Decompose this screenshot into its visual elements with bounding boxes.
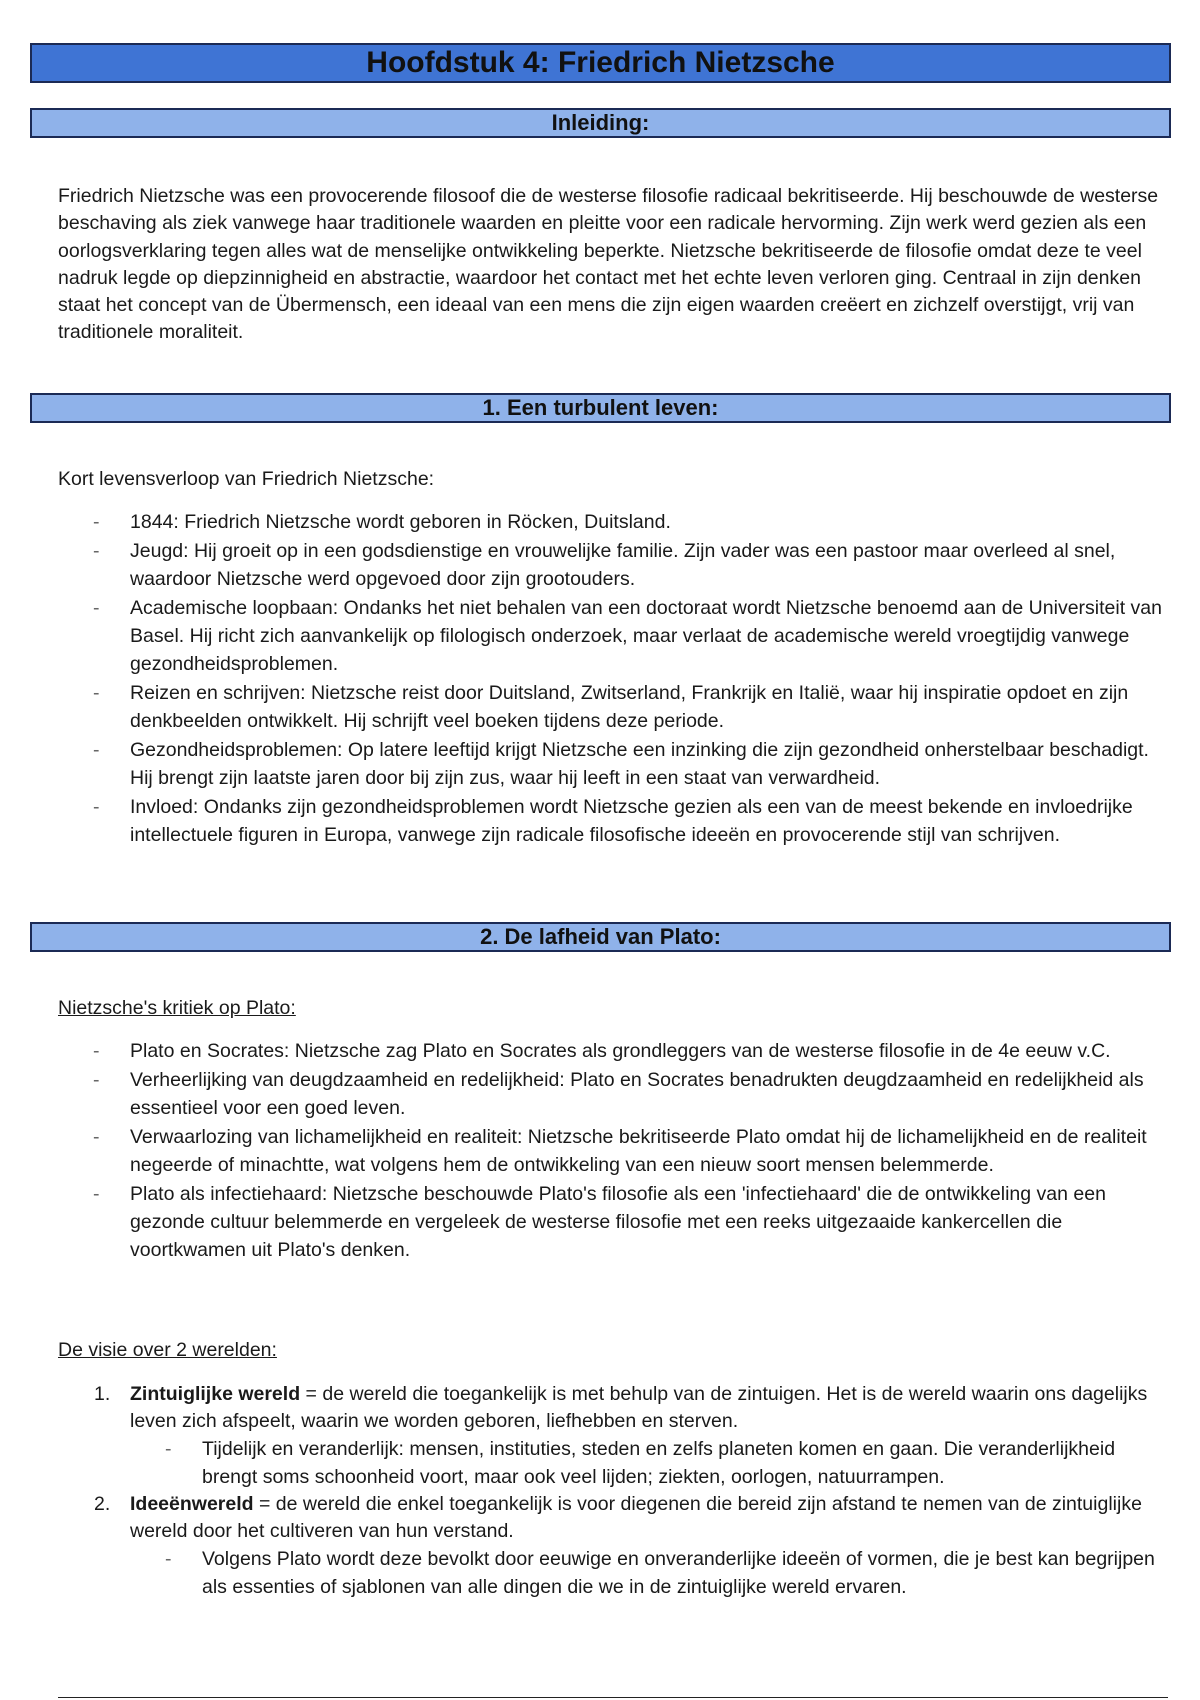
worlds-list (58, 1381, 1166, 1601)
list-item: - Academische loopbaan: Ondanks het niet behalen van een doctoraat wordt Nietzsche benoemd aan de Universiteit van Basel. Hij richt zich aanvankelijk op filologisch onderzoek, maar verlaat de academische wereld vroegtijdig vanwege gezondheidsproblemen. (58, 594, 1166, 678)
life-list (58, 508, 1166, 850)
world-sublist (130, 1545, 1166, 1601)
list-item: - Plato en Socrates: Nietzsche zag Plato en Socrates als grondleggers van de westerse filosofie in de 4e eeuw v.C. (58, 1037, 1166, 1065)
world-term: Zintuiglijke wereld (130, 1383, 301, 1405)
item-number: 2. (94, 1493, 111, 1515)
list-item: - Invloed: Ondanks zijn gezondheidsproblemen wordt Nietzsche gezien als een van de meest bekende en invloedrijke intellectuele figuren in Europa, vanwege zijn radicale filosofische ideeën en provocerende stijl van schrijven. (58, 793, 1166, 849)
worlds-title: De visie over 2 werelden: (58, 1339, 277, 1361)
world-sublist (130, 1435, 1166, 1491)
section-heading-intro: Inleiding: (30, 108, 1171, 138)
list-item: - Jeugd: Hij groeit op in een godsdienstige en vrouwelijke familie. Zijn vader was een pastoor maar overleed al snel, waardoor Nietzsche werd opgevoed door zijn grootouders. (58, 537, 1166, 593)
list-item: - Volgens Plato wordt deze bevolkt door eeuwige en onveranderlijke ideeën of vormen, die je best kan begrijpen als essenties of sjablonen van alle dingen die we in de zintuiglijke wereld ervaren. (130, 1545, 1166, 1601)
world-item (58, 1491, 1166, 1601)
footer-divider (58, 1697, 1168, 1698)
list-item: - Reizen en schrijven: Nietzsche reist door Duitsland, Zwitserland, Frankrijk en Italië, waar hij inspiratie opdoet en zijn denkbeelden ontwikkelt. Hij schrijft veel boeken tijdens deze periode. (58, 679, 1166, 735)
list-item: - Gezondheidsproblemen: Op latere leeftijd krijgt Nietzsche een inzinking die zijn gezondheid onherstelbaar beschadigt. Hij brengt zijn laatste jaren door bij zijn zus, waar hij leeft in een staat van verwardheid. (58, 736, 1166, 792)
list-item: - Tijdelijk en veranderlijk: mensen, instituties, steden en zelfs planeten komen en gaan. Die veranderlijkheid brengt soms schoonheid voort, maar ook veel lijden; ziekten, oorlogen, natuurrampen. (130, 1435, 1166, 1491)
list-item: - Verwaarlozing van lichamelijkheid en realiteit: Nietzsche bekritiseerde Plato omdat hij de lichamelijkheid en de realiteit negeerde of minachtte, wat volgens hem de ontwikkeling van een nieuw soort mensen belemmerde. (58, 1123, 1166, 1179)
list-item: - 1844: Friedrich Nietzsche wordt geboren in Röcken, Duitsland. (58, 508, 1166, 536)
critique-title: Nietzsche's kritiek op Plato: (58, 997, 296, 1019)
world-term: Ideeënwereld (130, 1493, 254, 1515)
section1-lead: Kort levensverloop van Friedrich Nietzsche: (58, 468, 435, 490)
list-item: - Plato als infectiehaard: Nietzsche beschouwde Plato's filosofie als een 'infectiehaard' die de ontwikkeling van een gezonde cultuur belemmerde en vergeleek de westerse filosofie met een reeks uitgezaaide kankercellen die voortkwamen uit Plato's denken. (58, 1180, 1166, 1264)
intro-text: Friedrich Nietzsche was een provocerende filosoof die de westerse filosofie radicaal bekritiseerde. Hij beschouwde de westerse beschaving als ziek vanwege haar traditionele waarden en pleitte voor een radicale hervorming. Zijn werk werd gezien als een oorlogsverklaring tegen alles wat de menselijke ontwikkeling beperkte. Nietzsche bekritiseerde de filosofie omdat deze te veel nadruk legde op diepzinnigheid en abstractie, waardoor het contact met het echte leven verloren ging. Centraal in zijn denken staat het concept van de Übermensch, een ideaal van een mens die zijn eigen waarden creëert en zichzelf overstijgt, vrij van traditionele moraliteit. (58, 185, 1159, 344)
section-heading-1: 1. Een turbulent leven: (30, 393, 1171, 423)
item-number: 1. (94, 1383, 111, 1405)
world-definition: = de wereld die enkel toegankelijk is voor diegenen die bereid zijn afstand te nemen van de zintuiglijke wereld door het cultiveren van hun verstand. (130, 1493, 1142, 1542)
list-item: - Verheerlijking van deugdzaamheid en redelijkheid: Plato en Socrates benadrukten deugdzaamheid en redelijkheid als essentieel voor een goed leven. (58, 1066, 1166, 1122)
intro-paragraph (58, 183, 1163, 347)
world-item (58, 1381, 1166, 1491)
critique-list (58, 1037, 1166, 1265)
world-definition: = de wereld die toegankelijk is met behulp van de zintuigen. Het is de wereld waarin ons dagelijks leven zich afspeelt, waarin we worden geboren, liefhebben en sterven. (130, 1383, 1148, 1432)
page-title: Hoofdstuk 4: Friedrich Nietzsche (30, 43, 1171, 83)
section-heading-2: 2. De lafheid van Plato: (30, 922, 1171, 952)
